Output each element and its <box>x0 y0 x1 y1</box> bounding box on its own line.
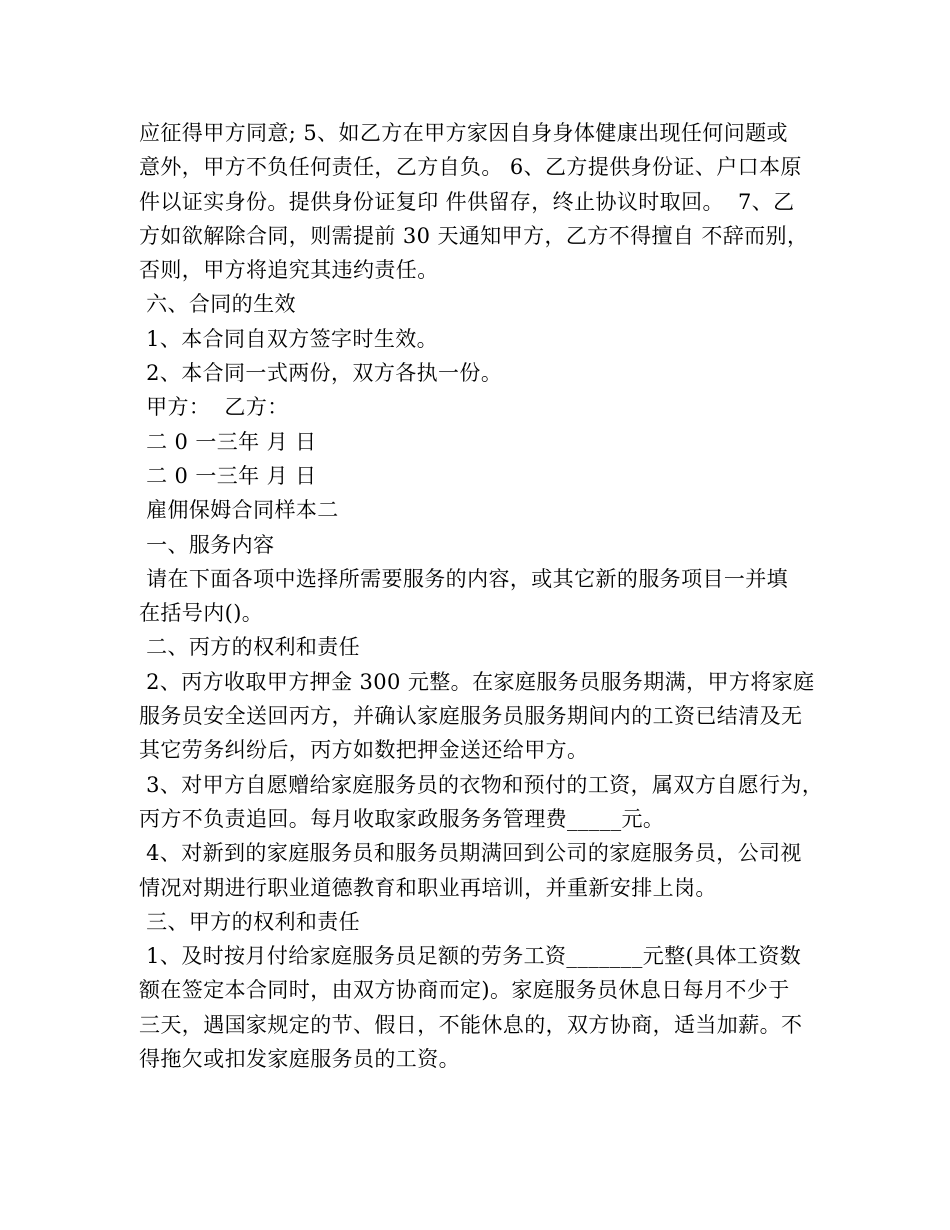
text-line-14: 请在下面各项中选择所需要服务的内容，或其它新的服务项目一并填 <box>139 566 789 591</box>
signature-parties: 甲方： 乙方： <box>139 395 289 420</box>
section-heading-party-c: 二、丙方的权利和责任 <box>139 635 361 660</box>
text-line-26: 额在签定本合同时，由双方协商而定)。家庭服务员休息日每月不少于 <box>139 978 790 1003</box>
text-line-15: 在括号内()。 <box>139 601 264 626</box>
date-line-2: 二 0 一三年 月 日 <box>139 463 317 488</box>
text-line-3: 件以证实身份。提供身份证复印 件供留存，终止协议时取回。 7、乙 <box>139 189 795 214</box>
section-heading-party-a: 三、甲方的权利和责任 <box>139 909 361 934</box>
text-line-7: 1、本合同自双方签字时生效。 <box>139 326 439 351</box>
text-line-28: 得拖欠或扣发家庭服务员的工资。 <box>139 1047 460 1072</box>
text-line-19: 其它劳务纠纷后，丙方如数把押金送还给甲方。 <box>139 738 589 763</box>
date-line-1: 二 0 一三年 月 日 <box>139 429 317 454</box>
document-subtitle: 雇佣保姆合同样本二 <box>139 498 339 523</box>
text-line-21: 丙方不负责追回。每月收取家政服务务管理费_____元。 <box>139 806 665 831</box>
document-body <box>139 116 824 1076</box>
text-line-8: 2、本合同一式两份，双方各执一份。 <box>139 361 503 386</box>
text-line-5: 否则，甲方将追究其违约责任。 <box>139 258 439 283</box>
text-line-18: 服务员安全送回丙方，并确认家庭服务员服务期间内的工资已结清及无 <box>139 704 803 729</box>
section-heading-services: 一、服务内容 <box>139 532 275 557</box>
text-line-2: 意外，甲方不负任何责任，乙方自负。 6、乙方提供身份证、户口本原 <box>139 155 802 180</box>
text-line-22: 4、对新到的家庭服务员和服务员期满回到公司的家庭服务员，公司视 <box>139 841 802 866</box>
text-line-1: 应征得甲方同意; 5、如乙方在甲方家因自身身体健康出现任何问题或 <box>139 121 788 145</box>
text-line-4: 方如欲解除合同，则需提前 30 天通知甲方，乙方不得擅自 不辞而别， <box>139 223 809 248</box>
text-line-20: 3、对甲方自愿赠给家庭服务员的衣物和预付的工资，属双方自愿行为， <box>139 772 824 797</box>
text-line-17: 2、丙方收取甲方押金 300 元整。在家庭服务员服务期满，甲方将家庭 <box>139 669 815 694</box>
text-line-27: 三天，遇国家规定的节、假日，不能休息的，双方协商，适当加薪。不 <box>139 1012 803 1037</box>
text-line-25: 1、及时按月付给家庭服务员足额的劳务工资_______元整(具体工资数 <box>139 944 802 969</box>
text-line-23: 情况对期进行职业道德教育和职业再培训，并重新安排上岗。 <box>139 875 717 900</box>
section-heading-effect: 六、合同的生效 <box>139 292 296 317</box>
